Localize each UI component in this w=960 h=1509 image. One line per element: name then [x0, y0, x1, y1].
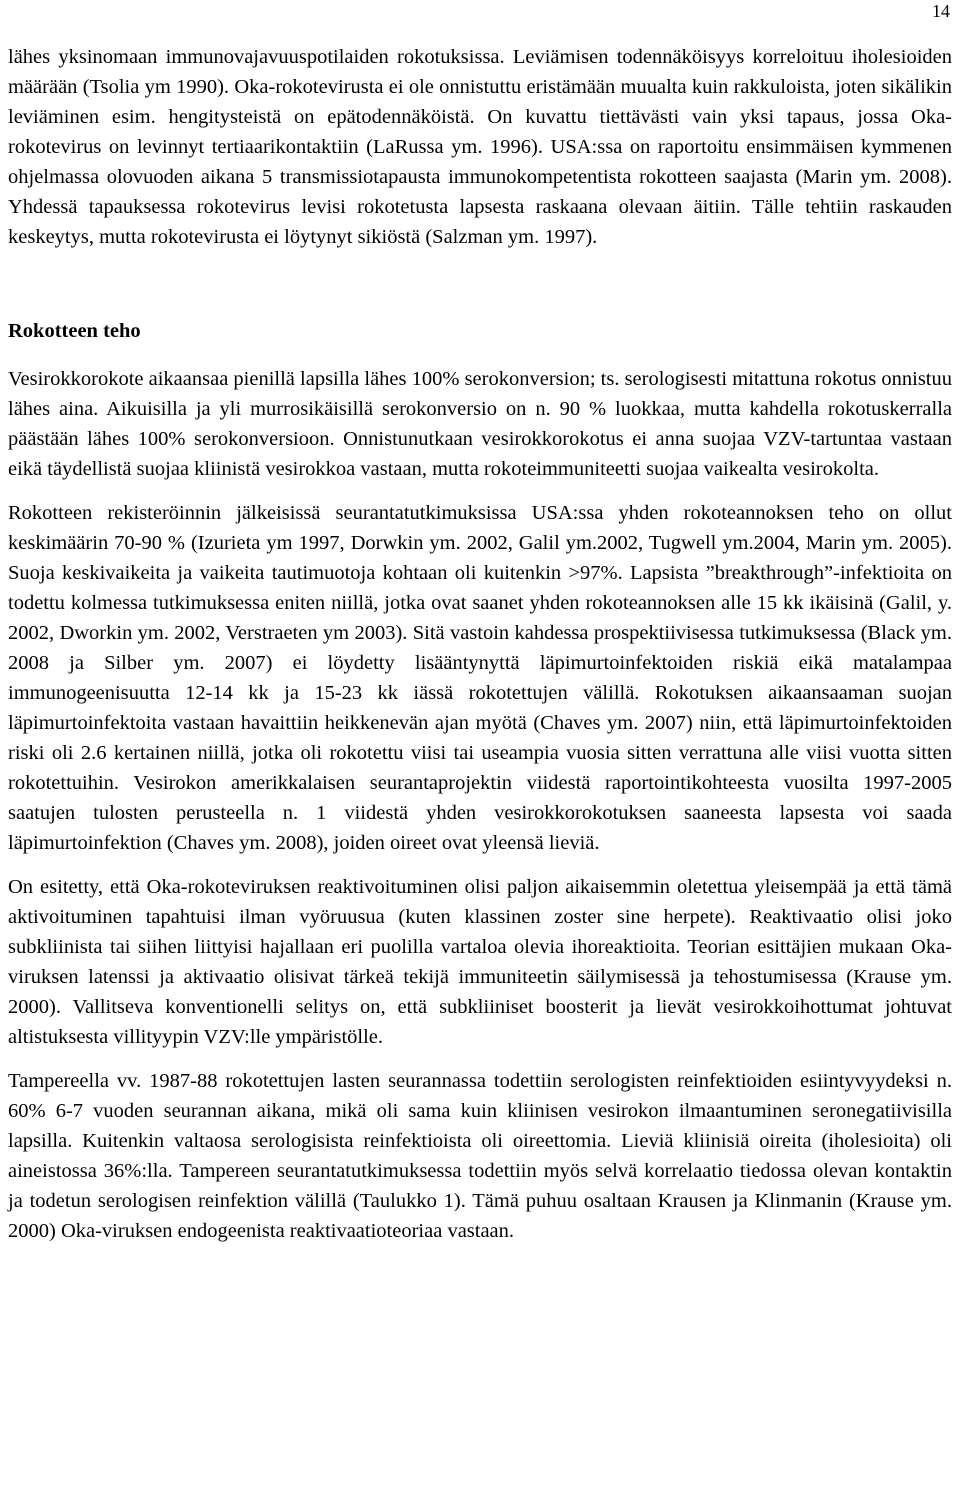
section-heading: Rokotteen teho	[8, 320, 141, 342]
paragraph-tampere: Tampereella vv. 1987-88 rokotettujen lasten seurannassa todettiin serologisten reinfektioiden esiintyvyydeksi n. 60% 6-7 vuoden seurannan aikana, mikä oli sama kuin kliinisen vesirokon ilmaantuminen seronegatiivisilla lapsilla. Kuitenkin valtaosa serologisista reinfektioista oli oireettomia. Lieviä kliinisiä oireita (iholesioita) oli aineistossa 36%:lla. Tampereen seurantatutkimuksessa todettiin myös selvä korrelaatio tiedossa olevan kontaktin ja todetun serologisen reinfektion välillä (Taulukko 1). Tämä puhuu osaltaan Krausen ja Klinmanin (Krause ym. 2000) Oka-viruksen endogeenista reaktivaatioteoriaa vastaan.	[8, 1070, 952, 1242]
paragraph-reactivation: On esitetty, että Oka-rokoteviruksen reaktivoituminen olisi paljon aikaisemmin oletettua yleisempää ja että tämä aktivoituminen tapahtuisi ilman vyöruusua (kuten klassinen zoster sine herpete). Reaktivaatio olisi joko subkliinista tai siihen liittyisi hajallaan eri puolilla vartaloa olevia ihoreaktioita. Teorian esittäjien mukaan Oka-viruksen latenssi ja aktivaatio olisivat tärkeä tekijä immuniteetin säilymisessä ja tehostumisessa (Krause ym. 2000). Vallitseva konventionelli selitys on, että subkliiniset boosterit ja lievät vesirokkoihottumat johtuvat altistuksesta villityypin VZV:lle ympäristölle.	[8, 876, 952, 1048]
paragraph-efficacy: Rokotteen rekisteröinnin jälkeisissä seurantatutkimuksissa USA:ssa yhden rokoteannoksen teho on ollut keskimäärin 70-90 % (Izurieta ym 1997, Dorwkin ym. 2002, Galil ym.2002, Tugwell ym.2004, Marin ym. 2005). Suoja keskivaikeita ja vaikeita tautimuotoja kohtaan oli kuitenkin >97%. Lapsista ”breakthrough”-infektioita on todettu kolmessa tutkimuksessa eniten niillä, jotka ovat saanet yhden rokoteannoksen alle 15 kk ikäisinä (Galil, y. 2002, Dworkin ym. 2002, Verstraeten ym 2003). Sitä vastoin kahdessa prospektiivisessa tutkimuksessa (Black ym. 2008 ja Silber ym. 2007) ei löydetty lisääntynyttä läpimurtoinfektoiden riskiä eikä matalampaa immunogeenisuutta 12-14 kk ja 15-23 kk iässä rokotettujen välillä. Rokotuksen aikaansaaman suojan läpimurtoinfektoita vastaan havaittiin heikkenevän ajan myötä (Chaves ym. 2007) niin, että läpimurtoinfektoiden riski oli 2.6 kertainen niillä, jotka oli rokotettu viisi tai useampia vuosia sitten verrattuna alle viisi vuotta sitten rokotettuihin. Vesirokon amerikkalaisen seurantaprojektin viidestä raportointikohteesta vuosilta 1997-2005 saatujen tulosten perusteella n. 1 viidestä yhden vesirokkorokotuksen saaneesta lapsesta voi saada läpimurtoinfektion (Chaves ym. 2008), joiden oireet ovat yleensä lieviä.	[8, 502, 952, 854]
document-body	[8, 42, 952, 1246]
paragraph-seroconversion: Vesirokkorokote aikaansaa pienillä lapsilla lähes 100% serokonversion; ts. serologisesti mitattuna rokotus onnistuu lähes aina. Aikuisilla ja yli murrosikäisillä serokonversio on n. 90 % luokkaa, mutta kahdella rokotuskerralla päästään lähes 100% serokonversioon. Onnistunutkaan vesirokkorokotus ei anna suojaa VZV-tartuntaa vastaan eikä täydellistä suojaa kliinistä vesirokkoa vastaan, mutta rokoteimmuniteetti suojaa vaikealta vesirokolta.	[8, 368, 952, 480]
paragraph-transmission: lähes yksinomaan immunovajavuuspotilaiden rokotuksissa. Leviämisen todennäköisyys korreloituu iholesioiden määrään (Tsolia ym 1990). Oka-rokotevirusta ei ole onnistuttu eristämään muualta kuin rakkuloista, joten sikälikin leviäminen esim. hengitysteistä on epätodennäköistä. On kuvattu tiettävästi vain yksi tapaus, jossa Oka-rokotevirus on levinnyt tertiaarikontaktiin (LaRussa ym. 1996). USA:ssa on raportoitu ensimmäisen kymmenen ohjelmassa olovuoden aikana 5 transmissiotapausta immunokompetentista rokotteen saajasta (Marin ym. 2008). Yhdessä tapauksessa rokotevirus levisi rokotetusta lapsesta raskaana olevaan äitiin. Tälle tehtiin raskauden keskeytys, mutta rokotevirusta ei löytynyt sikiöstä (Salzman ym. 1997).	[8, 46, 952, 248]
page-number: 14	[932, 1, 950, 21]
